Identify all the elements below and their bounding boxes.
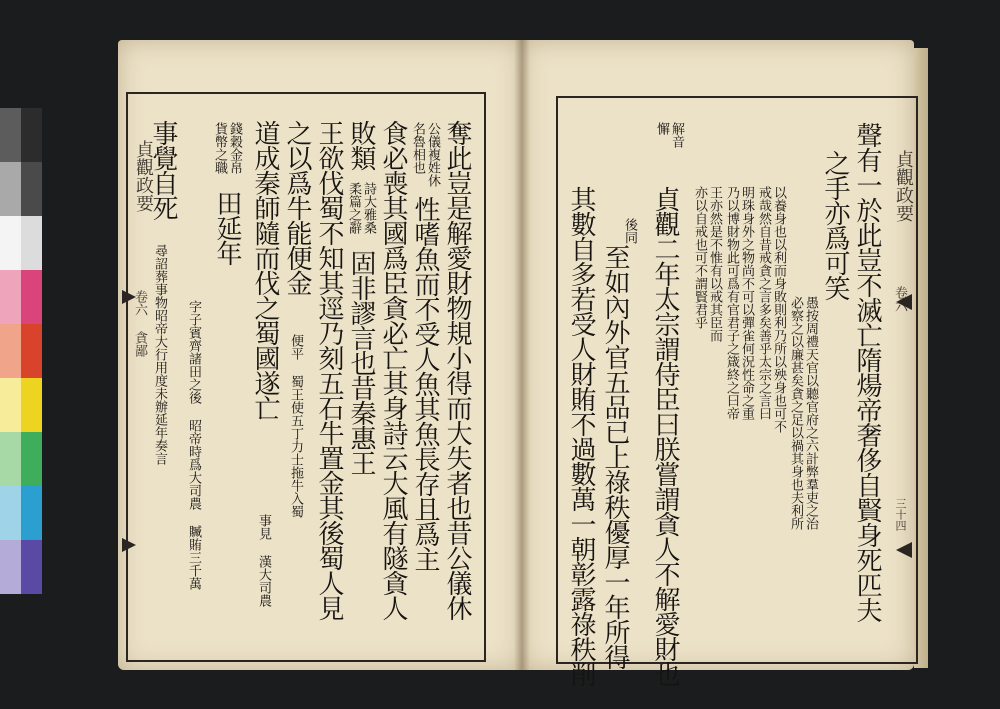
right-col-5-notes [724, 186, 753, 420]
note-left: 柔篇之辭 [346, 182, 361, 234]
note-right: 錢穀金帛 [227, 122, 242, 174]
left-col-1: 奪此豈是解愛財物規小得而大失者也昔公儀休 [442, 120, 472, 620]
swatch-yellow [0, 378, 42, 432]
right-col-9: 其數自多若受人財賄不過數萬一朝彰露祿秩削 [566, 186, 596, 686]
swatch-white [0, 216, 42, 270]
right-col-8-note: 後同 [622, 218, 637, 244]
right-col-7-notes [654, 122, 683, 148]
book-gutter [514, 40, 530, 670]
swatch-cyan [0, 486, 42, 540]
left-banxin-section: 卷六 貪鄙 [132, 290, 147, 357]
left-col-3: 食必喪其國爲臣貪必亡其身詩云大風有隧貪人 [378, 120, 408, 620]
right-banxin-section: 卷六 [892, 286, 907, 312]
note-left: 必察之以廉甚矣貪之足以禍其身也夫利所 [788, 296, 803, 530]
right-col-6-notes [692, 186, 721, 342]
page-number: 三十四 [894, 498, 907, 531]
left-col-8-note2: 字子賓齊諸田之後 昭帝時爲大司農 贓賄三千萬 [186, 300, 201, 590]
note-left: 名魯相也 [410, 122, 425, 174]
note-right: 公儀複姓休 [425, 122, 440, 187]
swatch-green [0, 432, 42, 486]
left-col-8-notes [212, 122, 241, 174]
right-col-3-notes [788, 296, 817, 530]
note-right: 詩大雅桑 [361, 182, 376, 234]
left-col-8-main: 田延年 [212, 190, 242, 265]
note-right: 解音 [669, 122, 684, 148]
right-fishtail-mark-lower [896, 542, 912, 558]
right-col-7: 貞觀二年太宗謂侍臣曰朕嘗謂貪人不解愛財也 [650, 186, 680, 686]
note-left: 貨幣之職 [212, 122, 227, 174]
note-left: 亦以自戒也可不謂賢君乎 [692, 186, 707, 329]
right-col-2: 之手亦爲可笑 [820, 150, 850, 300]
right-col-4-notes [756, 186, 785, 433]
left-col-7-note: 事見 漢大司農 [256, 514, 271, 607]
left-col-4-tail: 固非謬言也昔秦惠王 [346, 250, 376, 475]
left-fishtail-mark [122, 290, 136, 304]
swatch-gray [0, 108, 42, 162]
right-fishtail-mark [896, 294, 912, 310]
swatch-salmon [0, 324, 42, 378]
right-col-8-main: 至如內外官五品已上祿秩優厚一年所得 [600, 244, 630, 669]
left-col-7: 道成秦師隨而伐之蜀國遂亡 [250, 120, 280, 420]
left-col-5: 王欲伐蜀不知其逕乃刻五石牛置金其後蜀人見 [314, 120, 344, 620]
left-fishtail-mark-lower [122, 538, 136, 552]
color-calibration-bar [0, 108, 42, 596]
left-col-6: 之以爲牛能便金 [282, 120, 312, 295]
swatch-violet [0, 540, 42, 594]
left-banxin-title: 貞觀政要 [133, 140, 154, 212]
swatch-pink [0, 270, 42, 324]
note-right: 以養身也以利而身敗則利乃所以殃身也可不 [771, 186, 786, 433]
left-col-2-notes [410, 122, 439, 187]
note-right: 王亦然是不惟有以戒其臣而 [707, 186, 722, 342]
left-col-4-head: 敗類 [346, 120, 376, 170]
right-col-1: 聲有一於此豈不滅亡隋煬帝奢侈自賢身死匹夫 [852, 122, 882, 622]
note-left: 乃以博財物此可爲有官君子之箴終之曰帝 [724, 186, 739, 420]
note-right: 愚按周禮天官以聽官府之六計弊羣吏之治 [803, 296, 818, 530]
right-banxin-title: 貞觀政要 [893, 150, 914, 222]
left-col-2-main: 性嗜魚而不受人魚其魚長存且爲主 [410, 196, 440, 571]
left-col-4-notes [346, 182, 375, 234]
swatch-light-gray [0, 162, 42, 216]
note-left: 懈 [654, 122, 669, 135]
left-col-9: 事覺自死 [148, 120, 178, 220]
left-col-9-note: 尋詔葬事物昭帝大行用度未辦延年奏言 [152, 244, 167, 465]
left-col-6-note: 便平 蜀王使五丁力士拖牛入蜀 [288, 334, 303, 518]
note-right: 明珠身外之物尚不可以彈雀何況性命之重 [739, 186, 754, 420]
note-left: 戒哉然自昔戒貪之言多矣善乎太宗之言曰 [756, 186, 771, 420]
